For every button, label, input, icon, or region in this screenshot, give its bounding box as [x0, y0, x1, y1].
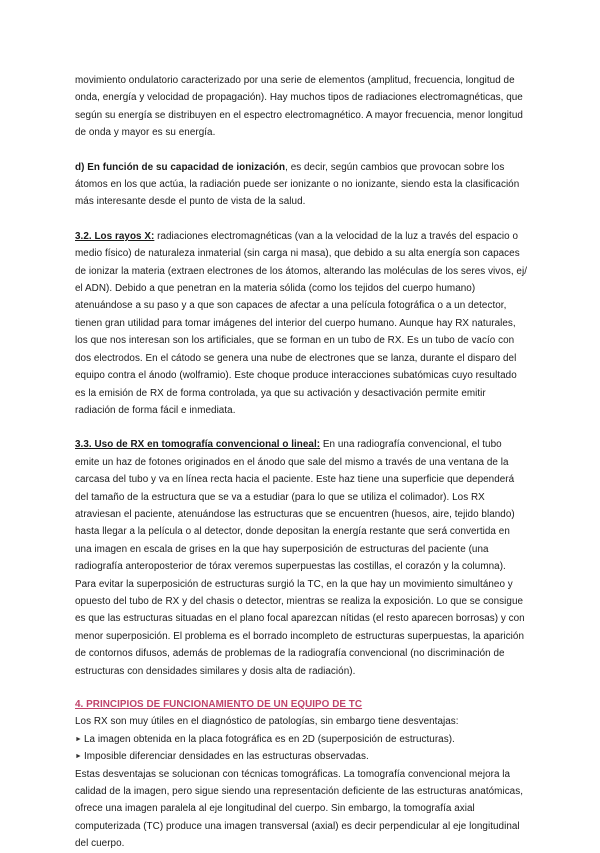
- bullet-icon: ►: [75, 753, 82, 761]
- document-page: [75, 72, 527, 853]
- bullet-icon: ►: [75, 735, 82, 743]
- list-item: [75, 731, 527, 748]
- section-4-intro: Los RX son muy útiles en el diagnóstico de patologías, sin embargo tiene desventajas:: [75, 716, 459, 728]
- ionization-text: , es decir, según cambios que provocan sobre los átomos en los que actúa, la radiación puede ser ionizante o no ionizante, siendo esta la clasificación más interesante desde el punto de vista de la salud.: [75, 161, 520, 208]
- section-4-title: 4. PRINCIPIOS DE FUNCIONAMIENTO DE UN EQUIPO DE TC: [75, 699, 363, 710]
- list-item-text: La imagen obtenida en la placa fotográfica es en 2D (superposición de estructuras).: [84, 733, 455, 745]
- paragraph-continuation: movimiento ondulatorio caracterizado por una serie de elementos (amplitud, frecuencia, longitud de onda, energía y velocidad de propagación). Hay muchos tipos de radiaciones electromagnéticas, que según su energía se distribuyen en el espectro electromagnético. A mayor frecuencia, menor longitud de onda y mayor es su energía.: [75, 75, 523, 139]
- paragraph-ionization: [75, 159, 527, 211]
- list-item-text: Imposible diferenciar densidades en las estructuras observadas.: [84, 751, 369, 763]
- ionization-lead: d) En función de su capacidad de ionización: [75, 161, 286, 173]
- paragraph-xrays: [75, 228, 527, 419]
- xrays-heading: 3.2. Los rayos X:: [75, 230, 155, 242]
- conventional-tomography-text: En una radiografía convencional, el tubo emite un haz de fotones originados en el ánodo que sale del mismo a través de una ventana de la carcasa del tubo y va en línea recta hacia el paciente. Este haz tiene una superficie que dependerá del tamaño de la estructura que se va a estudiar (para lo que se utiliza el colimador). Los RX atraviesan el paciente, atenuándose las estructuras que se encuentren (huesos, aire, tejido blando) hasta llegar a la película o al detector, donde depositan la energía restante que será convertida en una imagen en escala de grises en la que hay superposición de estructuras del paciente (una radiografía anteroposterior de tórax veremos superpuestas las costillas, el corazón y la columna). Para evitar la superposición de estructuras surgió la TC, en la que hay un movimiento simultáneo y opuesto del tubo de RX y del chasis o detector, mientras se realiza la exposición. Lo que se consigue es que las estructuras situadas en el plano focal aparezcan nítidas (el resto aparecen borrosas) y con menor superposición. El problema es el borrado incompleto de estructuras superpuestas, la aparición de contornos difusos, además de problemas de la radiografía convencional (no discriminación de estructuras con densidades similares y dosis alta de radiación).: [75, 439, 525, 677]
- section-4-closing: Estas desventajas se solucionan con técnicas tomográficas. La tomografía convencional mejora la calidad de la imagen, pero sigue siendo una representación deficiente de las estructuras anatómicas, ofrece una imagen paralela al eje longitudinal del cuerpo. Sin embargo, la tomografía axial computerizada (TC) produce una imagen transversal (axial) es decir perpendicular al eje longitudinal del cuerpo.: [75, 768, 523, 850]
- xrays-text: radiaciones electromagnéticas (van a la velocidad de la luz a través del espacio o medio físico) de naturaleza inmaterial (sin carga ni masa), que debido a su alta energía son capaces de ionizar la materia (extraen electrones de los átomos, alterando las moléculas de los seres vivos, ej/ el ADN). Debido a que penetran en la materia sólida (como los tejidos del cuerpo humano) atenuándose a su paso y a que son capaces de afectar a una película fotográfica o a un detector, tienen gran utilidad para tomar imágenes del interior del cuerpo humano. Aunque hay RX naturales, los que nos interesan son los artificiales, que se forman en un tubo de RX. Es un tubo de vacío con dos electrodos. En el cátodo se genera una nube de electrones que se lanza, durante el disparo del equipo contra el ánodo (wolframio). Este choque produce interacciones subatómicas cuyo resultado es la emisión de RX de forma controlada, ya que su activación y desactivación permite emitir radiación de forma fácil e inmediata.: [75, 230, 527, 416]
- paragraph-conventional-tomography: [75, 436, 527, 680]
- conventional-tomography-heading: 3.3. Uso de RX en tomografía convencional o lineal:: [75, 439, 321, 451]
- list-item: [75, 748, 527, 765]
